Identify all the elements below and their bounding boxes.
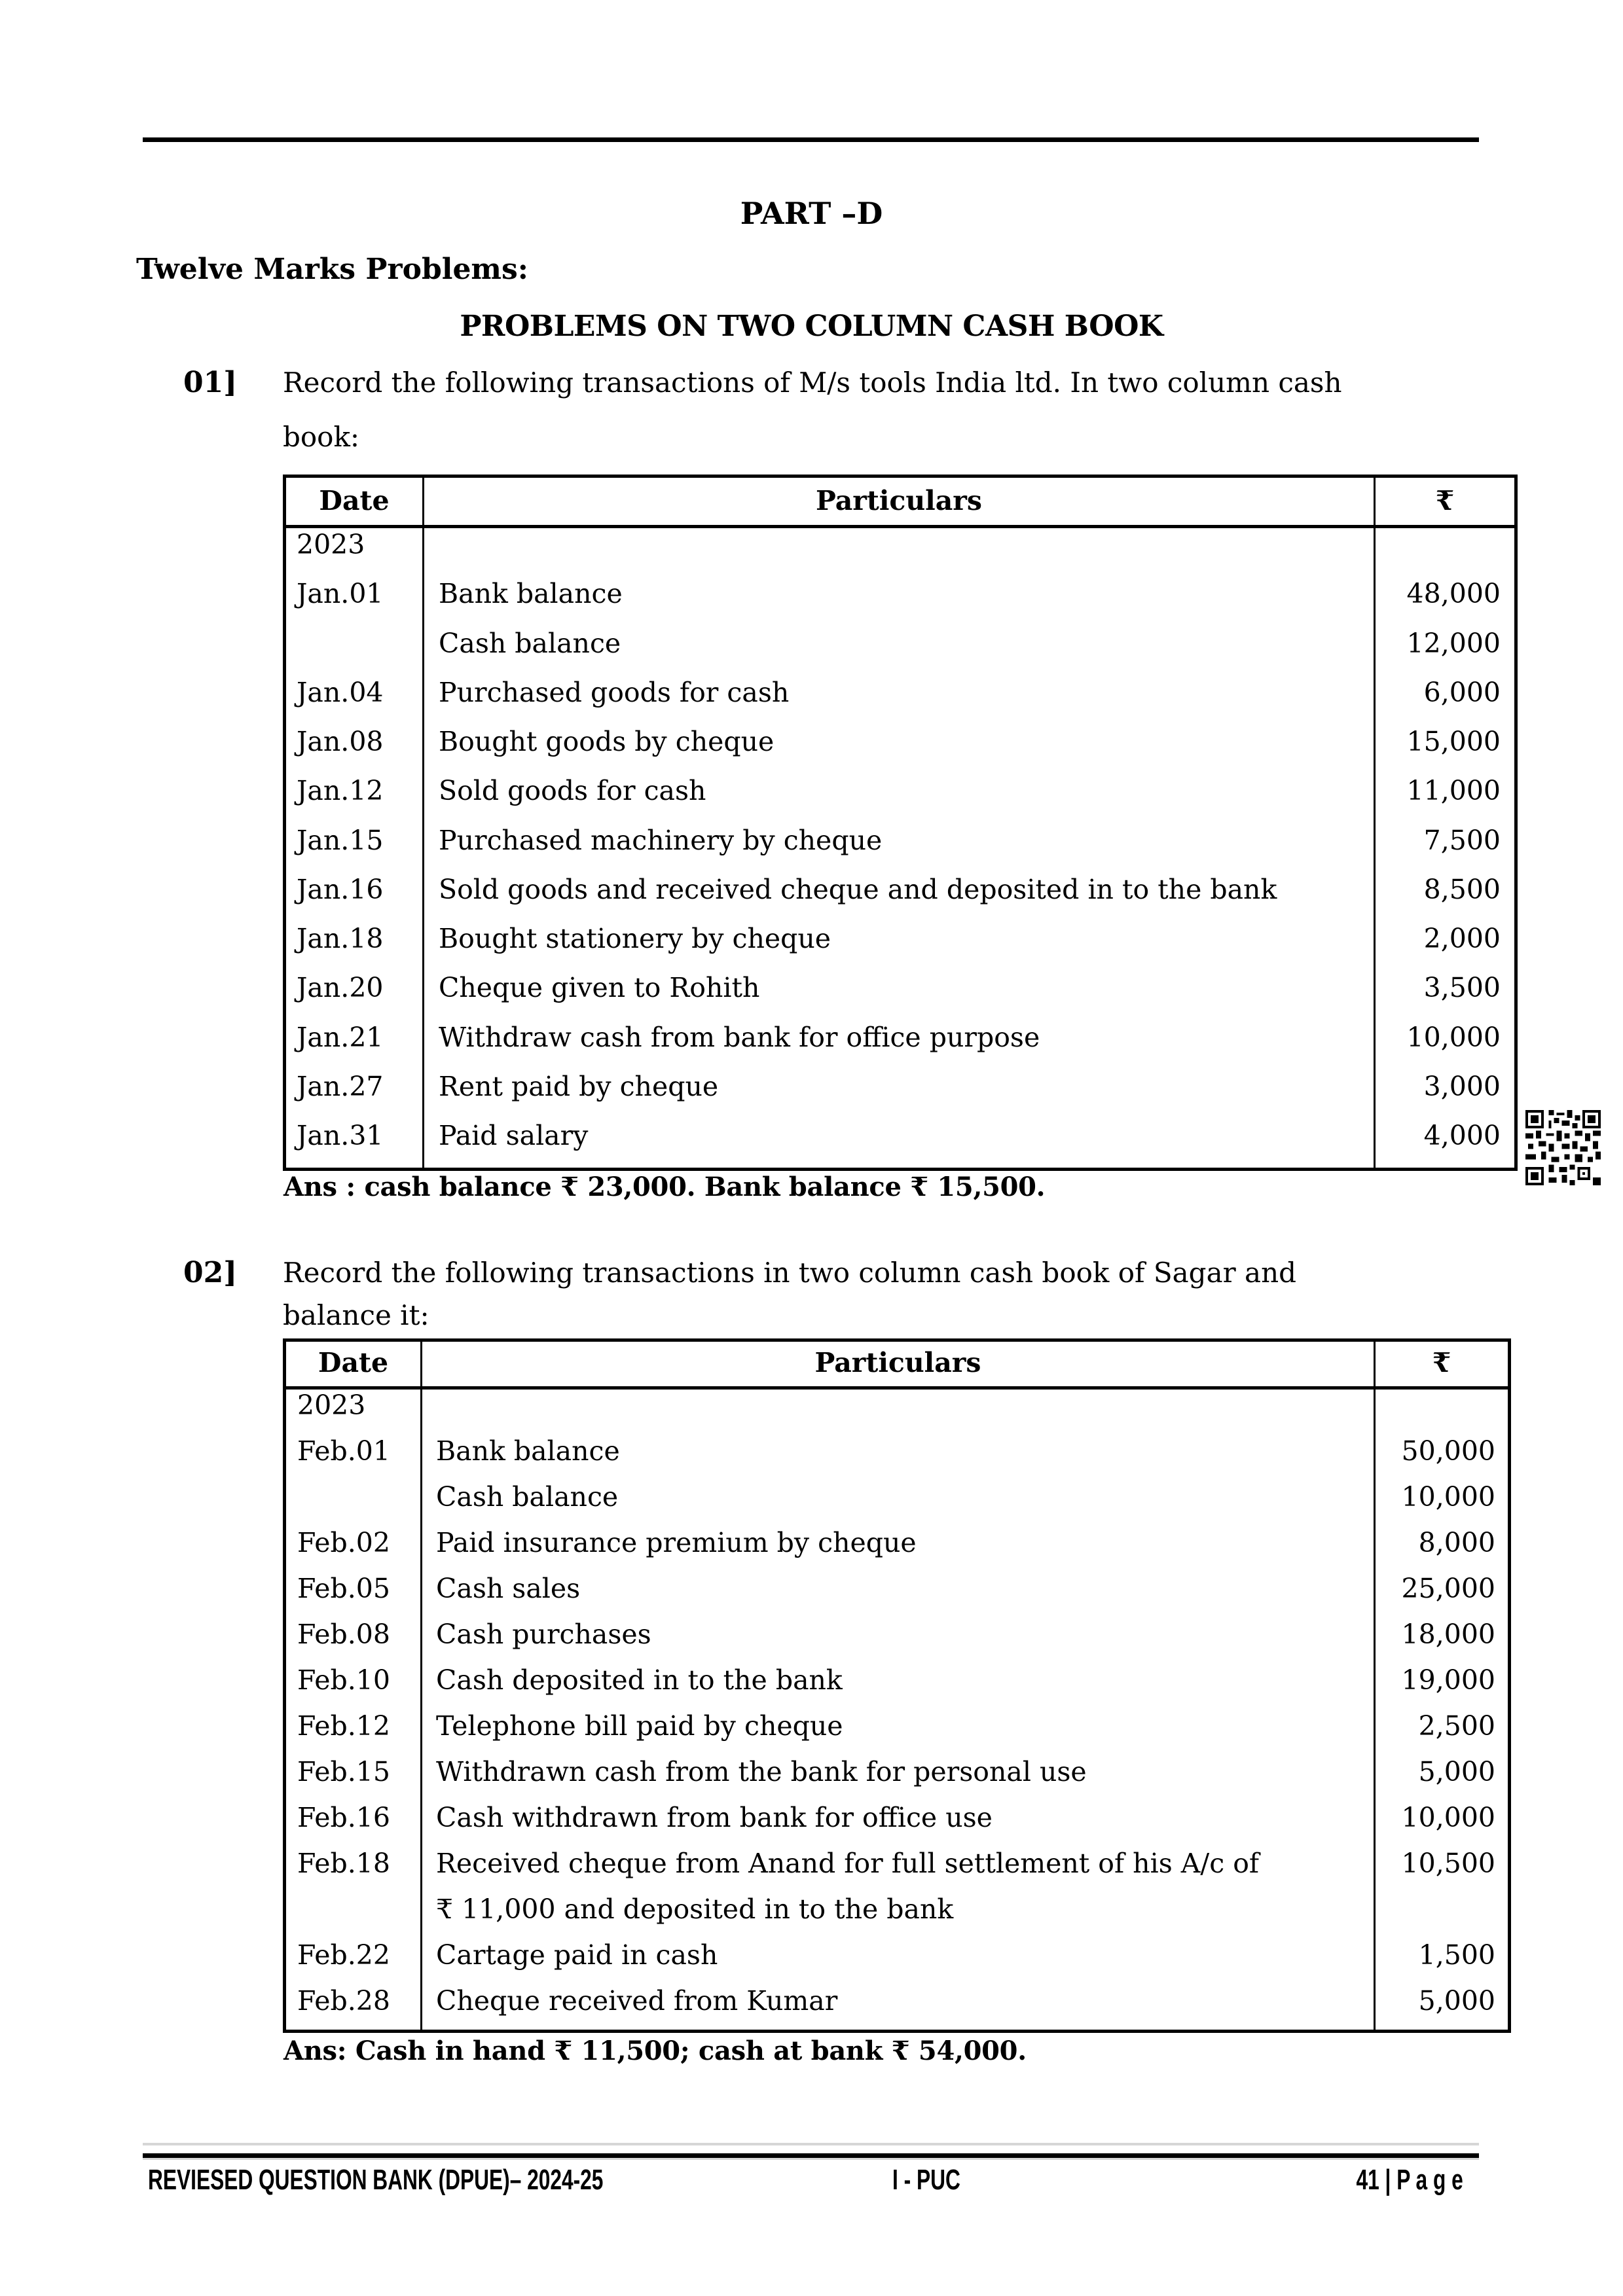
footer-rule	[143, 2153, 1479, 2158]
row-date: Feb.18	[297, 1848, 390, 1879]
header-date: Date	[319, 485, 390, 516]
row-date: Feb.02	[297, 1527, 390, 1558]
row-date: Jan.08	[297, 726, 384, 757]
row-date: Jan.31	[297, 1120, 384, 1151]
row-date: Jan.12	[297, 775, 384, 806]
row-amount: 7,500	[1423, 825, 1501, 856]
problem-1-question-line2: book:	[283, 421, 360, 453]
row-amount: 25,000	[1401, 1573, 1495, 1604]
row-particulars: Purchased machinery by cheque	[439, 825, 883, 856]
row-amount: 6,000	[1423, 677, 1501, 708]
footer-rule-light	[143, 2143, 1479, 2145]
header-particulars: Particulars	[814, 1347, 981, 1378]
row-amount: 5,000	[1418, 1985, 1495, 2017]
row-amount: 15,000	[1406, 726, 1501, 757]
row-particulars: Cartage paid in cash	[436, 1939, 718, 1971]
problem-2-answer: Ans: Cash in hand ₹ 11,500; cash at bank ₹ 54,000.	[283, 2036, 1027, 2066]
row-amount: 3,500	[1423, 972, 1501, 1003]
row-date: Jan.16	[297, 874, 384, 905]
header-amount-rupee-icon: ₹	[1432, 1347, 1451, 1378]
footer-left: REVIESED QUESTION BANK (DPUE)– 2024-25	[148, 2164, 604, 2196]
row-particulars: Bought stationery by cheque	[439, 923, 831, 954]
row-particulars: Rent paid by cheque	[439, 1071, 719, 1102]
row-date: 2023	[297, 1390, 366, 1421]
row-date: Feb.12	[297, 1710, 390, 1742]
row-particulars: Telephone bill paid by cheque	[436, 1710, 843, 1742]
row-amount: 11,000	[1406, 775, 1501, 806]
qr-code-icon[interactable]	[1525, 1109, 1601, 1186]
row-date: 2023	[297, 529, 365, 560]
row-date: Feb.05	[297, 1573, 390, 1604]
footer-center: I - PUC	[892, 2164, 960, 2196]
problem-1-answer: Ans : cash balance ₹ 23,000. Bank balance ₹ 15,500.	[283, 1172, 1046, 1202]
row-date: Jan.20	[297, 972, 384, 1003]
row-amount: 5,000	[1418, 1756, 1495, 1787]
row-date: Jan.04	[297, 677, 384, 708]
row-date: Jan.21	[297, 1022, 384, 1053]
row-particulars: Cash deposited in to the bank	[436, 1664, 843, 1696]
date-column-divider	[420, 1338, 422, 2033]
row-particulars: Paid insurance premium by cheque	[436, 1527, 917, 1558]
row-particulars: Cash balance	[439, 628, 621, 659]
row-particulars: Withdraw cash from bank for office purpose	[439, 1022, 1040, 1053]
row-date: Feb.01	[297, 1435, 390, 1467]
row-particulars: Received cheque from Anand for full settlement of his A/c of	[436, 1848, 1260, 1879]
row-amount: 1,500	[1418, 1939, 1495, 1971]
row-amount: 10,000	[1406, 1022, 1501, 1053]
problem-2-question-line2: balance it:	[283, 1299, 429, 1331]
row-particulars: Cash balance	[436, 1481, 619, 1513]
header-date: Date	[318, 1347, 389, 1378]
problem-2-number: 02]	[183, 1256, 238, 1289]
row-particulars: Bank balance	[439, 578, 623, 609]
row-particulars: Sold goods and received cheque and deposited in to the bank	[439, 874, 1277, 905]
table-header-divider	[283, 525, 1518, 528]
row-amount: 4,000	[1423, 1120, 1501, 1151]
row-amount: 8,000	[1418, 1527, 1495, 1558]
row-date: Jan.27	[297, 1071, 384, 1102]
row-amount: 19,000	[1401, 1664, 1495, 1696]
row-date: Jan.15	[297, 825, 384, 856]
row-particulars: Cash sales	[436, 1573, 581, 1604]
row-amount: 10,500	[1401, 1848, 1495, 1879]
top-rule	[143, 137, 1479, 142]
row-amount: 10,000	[1401, 1481, 1495, 1513]
row-amount: 8,500	[1423, 874, 1501, 905]
row-amount: 18,000	[1401, 1619, 1495, 1650]
row-amount: 2,500	[1418, 1710, 1495, 1742]
row-amount: 12,000	[1406, 628, 1501, 659]
row-amount: 2,000	[1423, 923, 1501, 954]
row-particulars: Bought goods by cheque	[439, 726, 775, 757]
problem-1-number: 01]	[183, 366, 238, 399]
part-heading: PART –D	[740, 196, 883, 231]
row-date: Feb.22	[297, 1939, 390, 1971]
row-particulars: Sold goods for cash	[439, 775, 706, 806]
row-date: Feb.16	[297, 1802, 390, 1833]
row-amount: 48,000	[1406, 578, 1501, 609]
date-column-divider	[422, 475, 424, 1171]
row-amount: 3,000	[1423, 1071, 1501, 1102]
row-particulars: Withdrawn cash from the bank for personal use	[436, 1756, 1087, 1787]
row-date: Feb.10	[297, 1664, 390, 1696]
row-date: Feb.15	[297, 1756, 390, 1787]
row-particulars: Purchased goods for cash	[439, 677, 790, 708]
problem-2-question-line1: Record the following transactions in two column cash book of Sagar and	[283, 1257, 1297, 1289]
section-title: PROBLEMS ON TWO COLUMN CASH BOOK	[460, 310, 1163, 343]
row-particulars: Cheque received from Kumar	[436, 1985, 838, 2017]
header-amount-rupee-icon: ₹	[1435, 485, 1455, 516]
row-date: Feb.08	[297, 1619, 390, 1650]
row-particulars: Cash withdrawn from bank for office use	[436, 1802, 993, 1833]
header-particulars: Particulars	[815, 485, 982, 516]
footer-rule-shadow	[143, 2158, 1479, 2160]
row-amount: 10,000	[1401, 1802, 1495, 1833]
row-particulars: Paid salary	[439, 1120, 589, 1151]
row-particulars: Cash purchases	[436, 1619, 651, 1650]
footer-page-number: 41 | P a g e	[1356, 2164, 1463, 2196]
row-particulars: Bank balance	[436, 1435, 620, 1467]
row-date: Jan.18	[297, 923, 384, 954]
problem-1-question-line1: Record the following transactions of M/s tools India ltd. In two column cash	[283, 367, 1342, 399]
row-particulars: Cheque given to Rohith	[439, 972, 760, 1003]
subtitle: Twelve Marks Problems:	[136, 253, 529, 286]
row-date: Feb.28	[297, 1985, 390, 2017]
row-particulars: ₹ 11,000 and deposited in to the bank	[436, 1893, 954, 1925]
row-date: Jan.01	[297, 578, 384, 609]
table-header-divider	[283, 1386, 1511, 1390]
row-amount: 50,000	[1401, 1435, 1495, 1467]
